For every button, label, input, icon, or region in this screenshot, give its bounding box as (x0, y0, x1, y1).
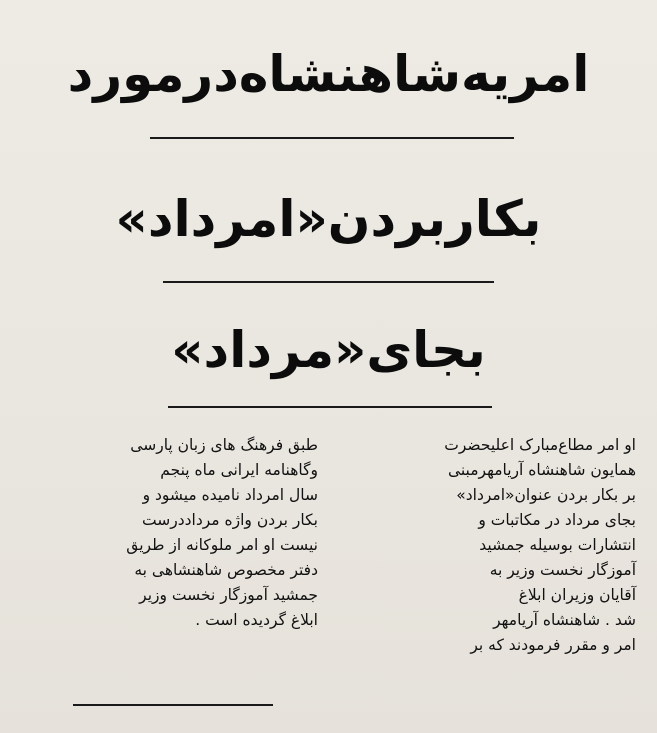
body-line: بکار بردن واژه مرداددرست (142, 511, 318, 529)
headline-divider-2 (163, 281, 494, 283)
body-line: وگاهنامه ایرانی ماه پنجم (160, 461, 318, 479)
body-line: جمشید آموزگار نخست وزیر (139, 586, 318, 604)
body-line: بر بکار بردن عنوان«امرداد» (456, 486, 636, 504)
body-line: دفتر مخصوص شاهنشاهی به (134, 561, 318, 579)
headline-line-1: امریه‌شاهنشاه‌درمورد (67, 45, 590, 103)
body-line: همایون شاهنشاه آریامهرمبنی (447, 461, 636, 479)
headline-divider-3 (168, 406, 492, 408)
body-line: سال امرداد نامیده میشود و (142, 486, 318, 504)
article-column-right (348, 433, 636, 658)
headline-line-2: بکاربردن«امرداد» (115, 190, 542, 248)
headline-divider-1 (150, 137, 514, 139)
body-line: آموزگار نخست وزیر به (489, 561, 636, 579)
body-line: انتشارات بوسیله جمشید (479, 536, 636, 554)
headline-line-3: بجای«مرداد» (171, 321, 486, 379)
body-line: شد . شاهنشاه آریامهر (493, 611, 636, 629)
body-line: آقایان وزیران ابلاغ (518, 586, 636, 604)
body-line: ابلاغ گردیده است . (195, 611, 318, 629)
body-line: امر و مقرر فرمودند که بر (470, 636, 636, 654)
article-end-rule (73, 704, 273, 706)
body-line: طبق فرهنگ های زبان پارسی (130, 436, 318, 454)
article-column-left (38, 433, 318, 633)
body-line: نیست او امر ملوکانه از طریق (126, 536, 318, 554)
body-line: او امر مطاع‌مبارک اعلیحضرت (444, 436, 636, 454)
body-line: بجای مرداد در مکاتبات و (478, 511, 636, 529)
